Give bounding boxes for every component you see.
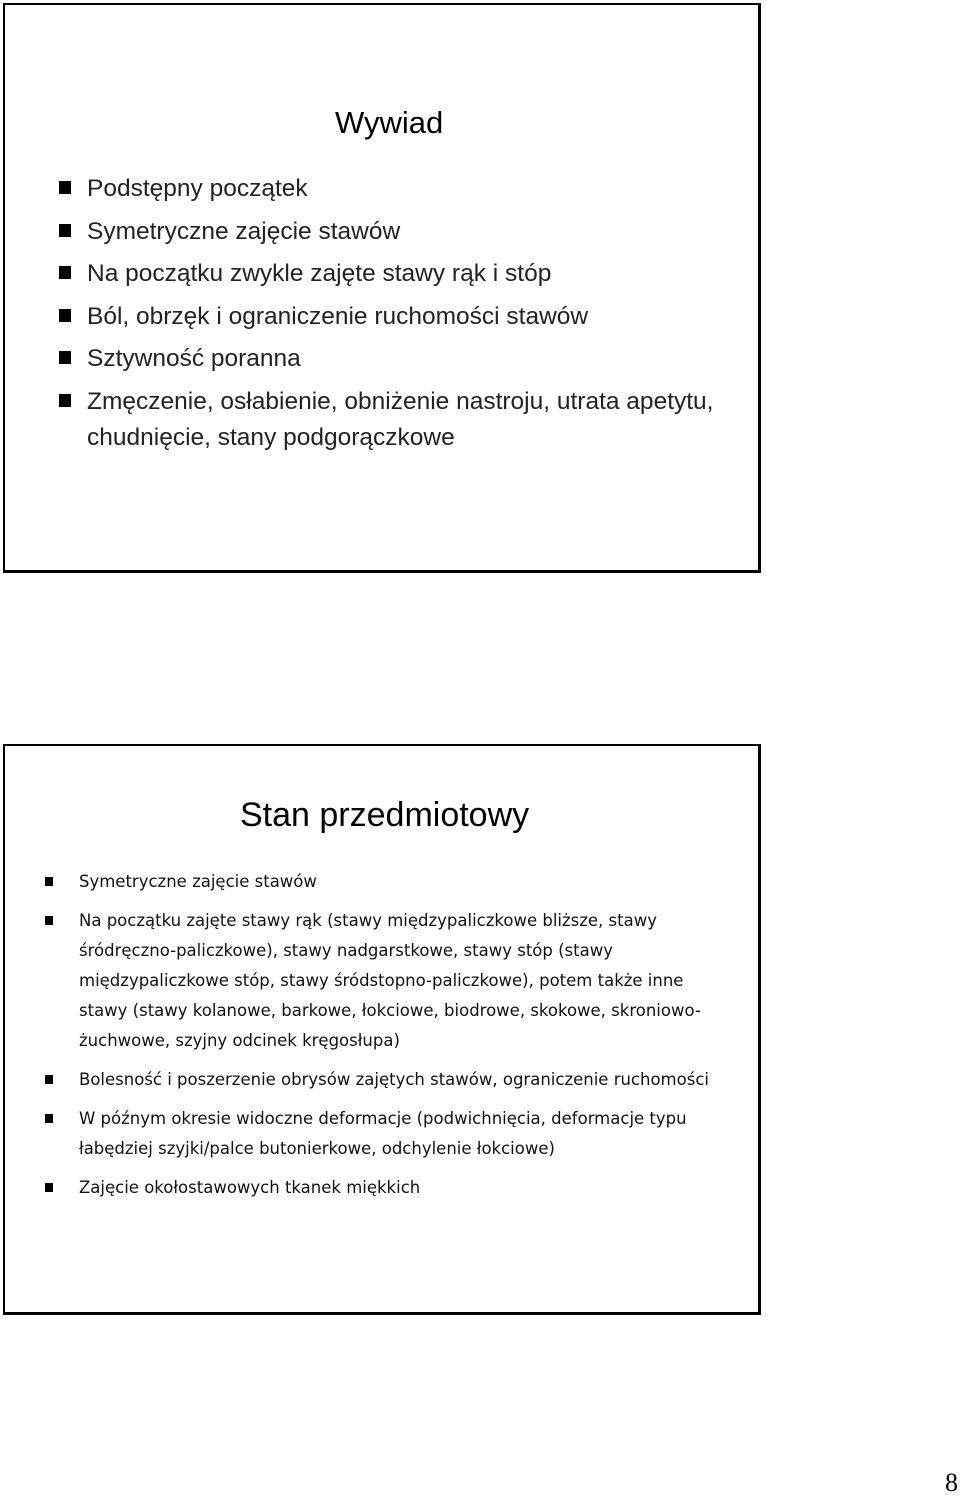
list-item-text: Podstępny początek [87,175,308,202]
square-bullet-icon [45,1114,53,1123]
list-item [45,867,735,897]
list-item [59,384,739,456]
list-item-text: W późnym okresie widoczne deformacje (podwichnięcia, deformacje typu łabędziej szyjki/palce butonierkowe, odchylenie łokciowe) [79,1109,687,1158]
slide-stan-przedmiotowy [3,744,761,1315]
square-bullet-icon [59,351,71,364]
list-item [59,256,739,292]
square-bullet-icon [45,1075,53,1084]
square-bullet-icon [45,1183,53,1192]
list-item [59,171,739,207]
list-item-text: Zajęcie okołostawowych tkanek miękkich [79,1178,421,1197]
list-item-text: Sztywność poranna [87,345,301,372]
list-item-text: Symetryczne zajęcie stawów [87,217,401,245]
square-bullet-icon [59,309,71,322]
list-item-text: Na początku zwykle zajęte stawy rąk i stóp [87,260,552,287]
list-item [45,1173,735,1203]
list-item-text: Symetryczne zajęcie stawów [79,872,317,891]
slide-title: Wywiad [335,105,444,140]
slide-wywiad [3,3,761,573]
square-bullet-icon [59,266,71,279]
bullet-list [45,867,735,1212]
list-item [45,1065,735,1095]
list-item [59,299,739,335]
square-bullet-icon [59,394,71,407]
square-bullet-icon [45,877,53,886]
list-item-text: Na początku zajęte stawy rąk (stawy międzypaliczkowe bliższe, stawy śródręczno-paliczkowe), stawy nadgarstkowe, stawy stóp (stawy międzypaliczkowe stóp, stawy śródstopno-paliczkowe), potem także inne stawy (stawy kolanowe, barkowe, łokciowe, biodrowe, skokowe, skroniowo-żuchwowe, szyjny odcinek kręgosłupa) [79,911,701,1050]
bullet-list [59,171,739,462]
list-item-text: Zmęczenie, osłabienie, obniżenie nastroju, utrata apetytu, chudnięcie, stany podgorączkowe [87,387,714,451]
list-item [45,1104,735,1164]
list-item [59,214,739,250]
page-number: 8 [945,1468,958,1497]
list-item [59,341,739,377]
list-item [45,906,735,1056]
square-bullet-icon [45,916,53,925]
square-bullet-icon [59,181,71,194]
list-item-text: Bolesność i poszerzenie obrysów zajętych stawów, ograniczenie ruchomości [79,1070,709,1089]
list-item-text: Ból, obrzęk i ograniczenie ruchomości stawów [87,302,589,330]
slide-title: Stan przedmiotowy [240,796,530,834]
square-bullet-icon [59,224,71,237]
